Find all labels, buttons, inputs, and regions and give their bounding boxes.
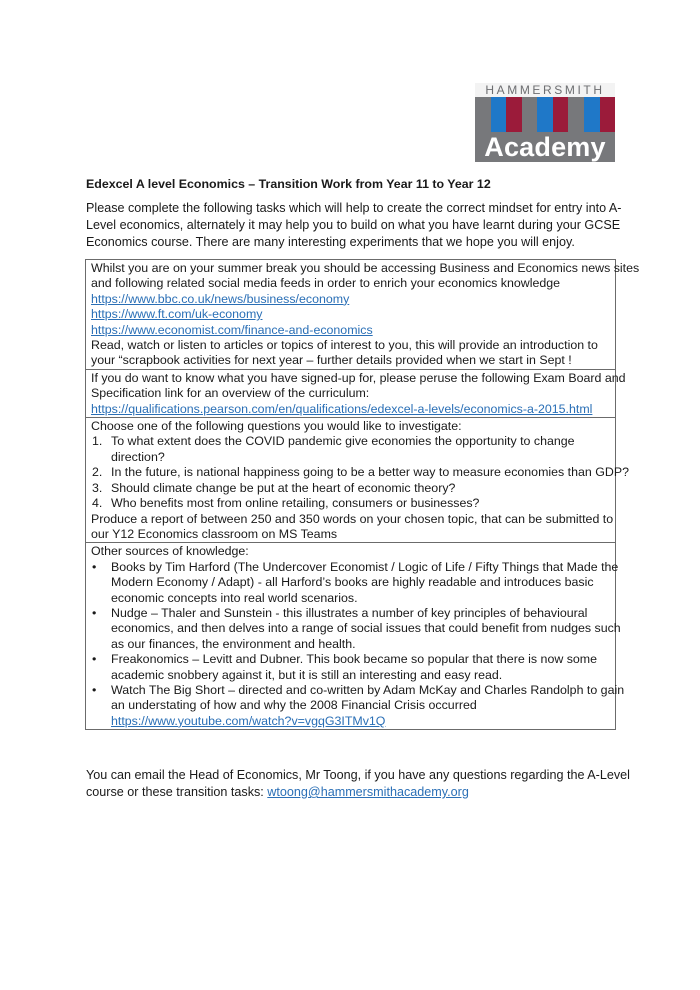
question-number: 4. (92, 496, 103, 511)
specification-section (86, 369, 626, 417)
source-item: • Nudge – Thaler and Sunstein - this illustrates a number of key principles of behavioural economics, and then delves into a range of social issues that could benefit from nudges such as our finances, the environment and health. (92, 605, 621, 651)
news-text: Whilst you are on your summer break you should be accessing Business and Economics news sites (91, 261, 640, 275)
news-closing: Read, watch or listen to articles or topics of interest to you, this will provide an introduction to (91, 338, 598, 353)
questions-section (86, 417, 629, 542)
contact-text: You can email the Head of Economics, Mr Toong, if you have any questions regarding the A-Level (86, 768, 630, 782)
question-item: 4. Who benefits most from online retailing, consumers or businesses? (92, 496, 480, 511)
pearson-spec-link[interactable]: https://qualifications.pearson.com/en/qualifications/edexcel-a-levels/economics-a-2015.html (91, 401, 593, 416)
contact-text: course or these transition tasks: (86, 785, 268, 799)
bullet-icon: • (92, 559, 97, 574)
question-item: 2. In the future, is national happiness going to be a better way to measure economies than GDP? (92, 465, 629, 480)
question-number: 2. (92, 465, 103, 480)
bullet-icon: • (92, 605, 97, 620)
news-text: and following related social media feeds in order to enrich your economics knowledge (91, 276, 561, 291)
questions-heading: Choose one of the following questions you would like to investigate: (91, 419, 462, 434)
document-title: Edexcel A level Economics – Transition Work from Year 11 to Year 12 (86, 177, 491, 191)
bbc-economy-link[interactable]: https://www.bbc.co.uk/news/business/economy (91, 291, 350, 306)
logo-stripes (475, 97, 615, 162)
question-item: 1. To what extent does the COVID pandemic give economies the opportunity to change direction? (92, 434, 575, 464)
intro-line: Please complete the following tasks which will help to create the correct mindset for entry into A- (86, 201, 622, 215)
source-item: • Books by Tim Harford (The Undercover Economist / Logic of Life / Fifty Things that Made the Modern Economy / Adapt) - all Harford’s books are highly readable and introduces basic economic concepts into real world scenarios. (92, 559, 619, 605)
news-closing: your “scrapbook activities for next year – further details provided when we start in Sept ! (91, 353, 572, 368)
question-number: 3. (92, 480, 103, 495)
contact-paragraph (86, 767, 630, 801)
sources-section (86, 542, 625, 729)
ft-economy-link[interactable]: https://www.ft.com/uk-economy (91, 307, 263, 322)
spec-text: Specification link for an overview of the curriculum: (91, 386, 370, 401)
intro-line: Economics course. There are many interesting experiments that we hope you will enjoy. (86, 235, 575, 249)
logo-top-text: HAMMERSMITH (475, 83, 615, 97)
sources-heading: Other sources of knowledge: (91, 544, 249, 559)
source-item: • Freakonomics – Levitt and Dubner. This book became so popular that there is now some academic snobbery against it, but it is still an interesting and easy read. (92, 652, 598, 682)
tasks-table (85, 259, 640, 730)
questions-closing: Produce a report of between 250 and 350 words on your chosen topic, that can be submitted to (91, 511, 614, 526)
school-logo (475, 83, 615, 162)
intro-line: Level economics, alternately it may help you to build on what you have learnt during your GCSE (86, 218, 621, 232)
logo-name: Academy (475, 132, 615, 162)
question-item: 3. Should climate change be put at the heart of economic theory? (92, 480, 456, 495)
economist-link[interactable]: https://www.economist.com/finance-and-economics (91, 322, 373, 337)
source-item: • Watch The Big Short – directed and co-written by Adam McKay and Charles Randolph to gain an understating of how and why the 2008 Financial Crisis occurred https://www.youtube.com/watch?v=vgqG3ITMv1Q (92, 682, 625, 728)
questions-closing: our Y12 Economics classroom on MS Teams (91, 526, 338, 541)
spec-text: If you do want to know what you have signed-up for, please peruse the following Exam Board and (91, 370, 626, 385)
bullet-icon: • (92, 682, 97, 697)
intro-paragraph (86, 200, 626, 251)
question-number: 1. (92, 434, 103, 449)
bullet-icon: • (92, 652, 97, 667)
news-section (86, 260, 640, 369)
big-short-youtube-link[interactable]: https://www.youtube.com/watch?v=vgqG3ITMv1Q (111, 713, 386, 728)
email-link[interactable]: wtoong@hammersmithacademy.org (267, 785, 469, 799)
